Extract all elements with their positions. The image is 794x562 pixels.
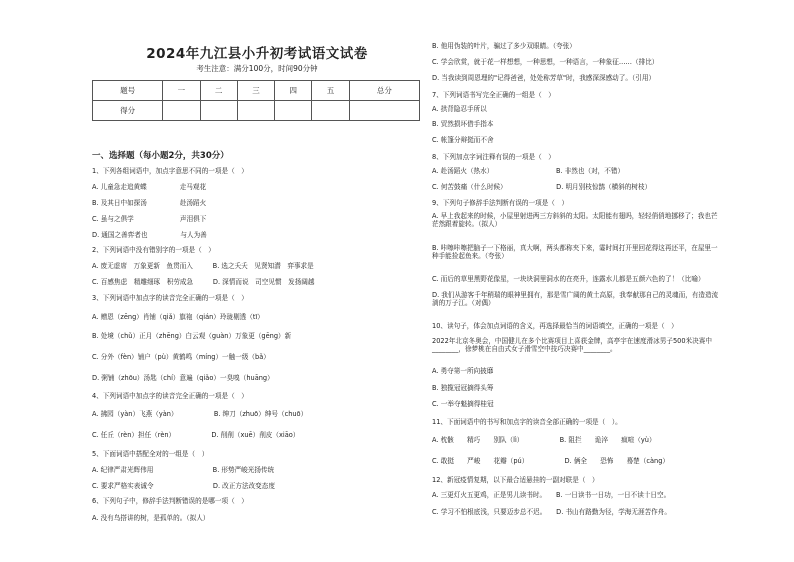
score-header-cell: 二: [200, 81, 237, 101]
exam-note: 考生注意：满分100分，时间90分钟: [196, 64, 318, 73]
option-line: A. 早上我起来的时候，小屋里射进两三方斜斜的太阳。太阳能有翅吗，轻轻俏俏地挪移了；我也芒茫然跟着旋转。（拟人）: [432, 212, 718, 228]
option-line: C. 要求严格实表诚令 D. 改正方法改变态度: [92, 482, 275, 490]
option-line: C. 帐篷分辩挺而不舍: [432, 136, 494, 144]
score-table: [92, 80, 420, 121]
score-header-cell: 五: [312, 81, 349, 101]
option-line: A. 儿童急走追黄蝶 走马观花: [92, 183, 207, 191]
question-line: 5、下面词语中搭配全对的一组是（ ）: [92, 450, 209, 458]
option-line: C. 学会欣赏，就于花一样想想，一种思想，一种语言，一种象征……（排比）: [432, 58, 659, 66]
question-line: 6、下列句子中，修辞手法判断错误的是哪一项（ ）: [92, 497, 248, 505]
question-line: 1、下列各组词语中，加点字意思不同的一项是（ ）: [92, 167, 248, 175]
score-row-label: 得分: [93, 101, 163, 121]
score-value-row: [93, 101, 420, 121]
option-line: B. 独揽冠冠摘得头筹: [432, 384, 494, 392]
score-header-row: [93, 81, 420, 101]
question-line: 9、下列句子修辞手法判断有误的一项是（ ）: [432, 199, 569, 207]
option-line: A. 赠恩（zēng）肖铺（qiǎ）旗袍（qián）玲珑剔透（tī）: [92, 313, 264, 321]
score-header-cell: 三: [237, 81, 274, 101]
question-line: 4、下列词语中加点字的读音完全正确的一项是（ ）: [92, 392, 248, 400]
option-line: B. 及其日中如探汤 赴汤蹈火: [92, 199, 207, 207]
option-line: A. 三更灯火五更鸡，正是男儿读书时。 B. 一日读书一日功，一日不读十日空。: [432, 491, 671, 499]
score-header-cell: 总分: [349, 81, 419, 101]
score-cell: [237, 101, 274, 121]
option-line: A. 拱背隐忍手所以: [432, 105, 487, 113]
question-line: 8、下列加点字词注释有误的一项是（ ）: [432, 153, 555, 161]
question-line: 3、下列词语中加点字的读音完全正确的一项是（ ）: [92, 294, 248, 302]
option-line: D. 粥铺（zhōu）汤匙（chí）意遍（qiǎo）一臭嗅（huāng）: [92, 374, 274, 382]
option-line: A. 勇夺第一所向披靡: [432, 367, 494, 375]
option-line: C. 任丘（rèn）担任（rèn） D. 削削（xuē）削皮（xiāo）: [92, 431, 300, 439]
option-line: B. 贸然损坏借手指本: [432, 120, 494, 128]
option-line: A. 废无虚席 万象更新 鱼贯而入 B. 选之夭夭 见贤知潜 弈事求是: [92, 262, 314, 270]
question-line: 10、读句子，体会加点词语的含义，再选择最恰当的词语填空，正确的一项是（ ）: [432, 322, 678, 330]
score-cell: [163, 101, 200, 121]
option-line: C. 敢挺 严峻 花瓣（pú） D. 俩全 恐怖 蓦楚（càng）: [432, 457, 669, 465]
question-line: 2、下列词语中没有错别字的一项是（ ）: [92, 246, 215, 254]
question-context: 2022年北京冬奥会，中国健儿在多个比赛项目上喜获金牌，高亭宇在速度滑冰男子500米决赛中________，徐梦桃在自由式女子滑雪空中技巧决赛中________。: [432, 337, 712, 353]
score-header-cell: 四: [275, 81, 312, 101]
option-line: C. 一举夺魁摘得桂冠: [432, 400, 494, 408]
score-header-cell: 一: [163, 81, 200, 101]
option-line: D. 通国之善弈者也 与人为善: [92, 231, 207, 239]
option-line: C. 虽与之俱学 声泪俱下: [92, 215, 207, 223]
score-cell: [349, 101, 419, 121]
option-line: D. 我们从游客千年稍瑞的眼神里拥有，那是雪广阔的黄土高原，我奉献那自己的灵魂而，有造造流淌的万子江。（对偶）: [432, 291, 719, 307]
option-line: B. 处境（chǔ）正月（zhēng）白云观（guàn）万象更（gēng）新: [92, 332, 292, 340]
option-line: C. 学习不怕根底浅，只要迈步总不迟。 D. 书山有路勤为径，学海无涯苦作舟。: [432, 508, 671, 516]
option-line: B. 他用伪装的叶片，骗过了多少双眼睛。（夸张）: [432, 42, 576, 50]
option-line: A. 纪律严肃光辉伟用 B. 形势严峻光扬传统: [92, 466, 275, 474]
option-line: C. 分外（fèn）铺户（pù）黄鹤鸣（míng）一触一级（bǎ）: [92, 353, 270, 361]
option-line: A. 没有鸟搭讲的树，是孤单的。（拟人）: [92, 514, 210, 522]
score-header-cell: 题号: [93, 81, 163, 101]
option-line: B. 咔嚓咔嚓把脑子一下格丽，真大啊，两头都称夹下来，霎时间打开里回花得这再还平，在屋里一种手能捡起鱼来。（夸张）: [432, 244, 718, 260]
question-line: 12、新冠疫情复期，以下最合适悬挂的一副对联是（ ）: [432, 476, 599, 484]
question-line: 7、下列词语书写完全正确的一组是（ ）: [432, 91, 555, 99]
option-line: A. 枕骸 精巧 别队（lì） B. 阻拦 诡淬 疯喧（yù）: [432, 436, 656, 444]
option-line: A. 拂园（yàn）飞燕（yàn） B. 绅刀（zhuō）绅号（chuō）: [92, 410, 308, 418]
score-cell: [312, 101, 349, 121]
option-line: A. 赴汤蹈火（热水） B. 非然也（对，不错）: [432, 167, 625, 175]
option-line: C. 何苦鼓痛（什么时候） D. 明月别枝惊鹊（横斜的树枝）: [432, 183, 652, 191]
score-cell: [200, 101, 237, 121]
option-line: C. 百感焦虑 精雕细琢 积劳成急 D. 深情而说 司空见惯 发扬阔越: [92, 278, 315, 286]
question-line: 11、下面词语中的书写和加点字的读音全部正确的一项是（ ）。: [432, 418, 622, 426]
option-line: D. 当我读到周恩理的"记得爸爸，处处称芳草"时，我感深深感动了。（引用）: [432, 74, 656, 82]
option-line: C. 而后的草里黑野花像星，一块块洞里洞水的在亮升，连露水儿都是五颜六色的了！（比喻）: [432, 275, 705, 283]
exam-title: 2024年九江县小升初考试语文试卷: [146, 46, 368, 62]
score-cell: [275, 101, 312, 121]
section-title: 一、选择题（每小题2分，共30分）: [92, 151, 229, 161]
